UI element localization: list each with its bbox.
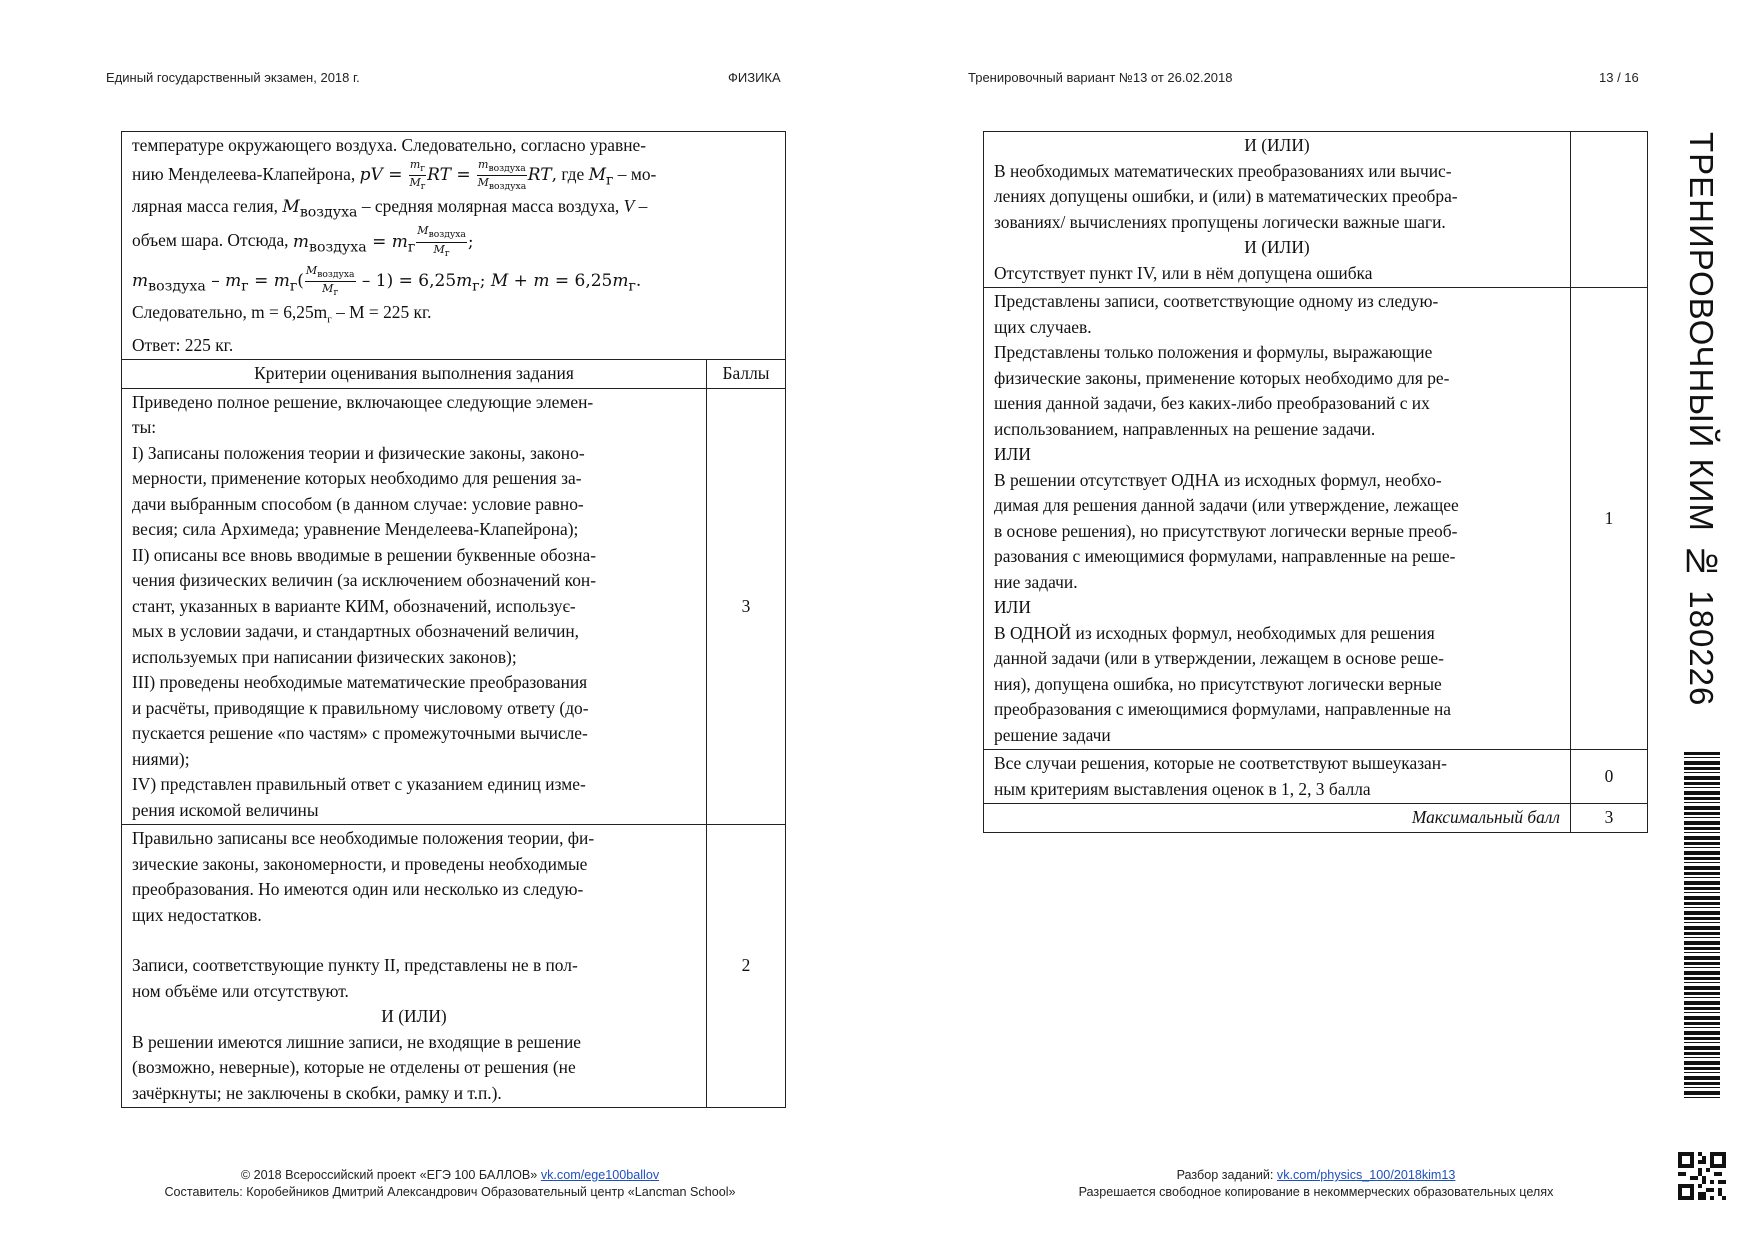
- header-subject: ФИЗИКА: [728, 70, 781, 85]
- header-variant: Тренировочный вариант №13 от 26.02.2018: [968, 70, 1233, 85]
- score-header: Баллы: [707, 360, 786, 389]
- solution-line: температуре окружающего воздуха. Следовательно, согласно уравне-: [132, 135, 647, 155]
- criteria-text-2-cont: И (ИЛИ) В необходимых математических преобразованиях или вычис- лениях допущены ошибки, и (или) в математических преобра- зованиях/ вычислениях пропущены логически важные шаги. И (ИЛИ) Отсутствует пункт IV, или в нём допущена ошибка: [984, 132, 1571, 288]
- footer-left: © 2018 Всероссийский проект «ЕГЭ 100 БАЛЛОВ» vk.com/ege100ballov Составитель: Коробейников Дмитрий Александрович Образовательный центр «Lancman School»: [164, 1168, 736, 1199]
- footer-right-link[interactable]: vk.com/physics_100/2018kim13: [1276, 1168, 1456, 1182]
- criteria-text-1: Представлены записи, соответствующие одному из следую- щих случаев. Представлены только положения и формулы, выражающие физические законы, применение которых необходимо для ре- шения данной задачи, без каких-либо преобразований с их использованием, направленных на решение задачи. ИЛИ В решении отсутствует ОДНА из исходных формул, необхо- димая для решения данной задачи (или утверждение, лежащее в основе решения), но присутствуют логически верные преоб- разования с имеющимися формулами, направленные на реше- ние задачи. ИЛИ В ОДНОЙ из исходных формул, необходимых для решения данной задачи (или в утверждении, лежащем в основе реше- ния), допущена ошибка, но присутствуют логически верные преобразования с имеющимися формулами, направленные на решение задачи: [984, 288, 1571, 750]
- criteria-text-3: Приведено полное решение, включающее следующие элемен- ты: I) Записаны положения теории и физические законы, законо- мерности, применение которых необходимо для решения за- дачи выбранным способом (в данном случае: условие равно- весия; сила Архимеда; уравнение Менделеева-Клапейрона); II) описаны все вновь вводимые в решении буквенные обозна- чения физических величин (за исключением обозначений кон- стант, указанных в варианте КИМ, обозначений, использує- мых в условии задачи, и стандартных обозначений величин, используемых при написании физических законов); III) проведены необходимые математические преобразования и расчёты, приводящие к правильному числовому ответу (до- пускается решение «по частям» с промежуточными вычисле- ниями); IV) представлен правильный ответ с указанием единиц изме- рения искомой величины: [122, 388, 707, 825]
- or-label: ИЛИ: [994, 597, 1031, 617]
- and-or-label: И (ИЛИ): [1244, 237, 1310, 257]
- side-variant-title: ТРЕНИРОВОЧНЫЙ КИМ № 180226: [1683, 132, 1720, 707]
- criteria-row-3: [122, 388, 786, 825]
- criteria-text-0: Все случаи решения, которые не соответствуют вышеуказан- ным критериям выставления оценок в 1, 2, 3 балла: [984, 750, 1571, 804]
- barcode-icon: [1684, 752, 1720, 1098]
- qr-code-icon: [1678, 1152, 1726, 1200]
- solution-line-formula-1: нию Менделеева-Клапейрона, pV = $m_г$ $M_г$ RT = $m_{воздуха}$ $M_{воздуха}$ RT, где $M_г - мо-$: [132, 157, 657, 192]
- and-or-label: И (ИЛИ): [1244, 135, 1310, 155]
- criteria-row-2-continued: [984, 132, 1648, 288]
- score-0: 0: [1571, 750, 1648, 804]
- score-3: 3: [707, 388, 786, 825]
- criteria-header-row: [122, 360, 786, 389]
- score-1: 1: [1571, 288, 1648, 750]
- max-score-row: [984, 804, 1648, 833]
- solution-row: [122, 132, 786, 360]
- max-score-label: Максимальный балл: [984, 804, 1571, 833]
- solution-line: Следовательно, $m = 6,25m_г - M = 225$ кг.: [132, 301, 432, 326]
- or-label: ИЛИ: [994, 444, 1031, 464]
- score-2-cont: [1571, 132, 1648, 288]
- solution-line: лярная масса гелия, $M_{воздуха}$ – средняя молярная масса воздуха, V –: [132, 195, 648, 220]
- solution-cell: [122, 132, 786, 360]
- criteria-row-2: [122, 825, 786, 1108]
- criteria-text-2: Правильно записаны все необходимые положения теории, фи- зические законы, закономерности, и проведены необходимые преобразования. Но имеются один или несколько из следую- щих недостатков. Записи, соответствующие пункту II, представлены не в пол- ном объёме или отсутствуют. И (ИЛИ) В решении имеются лишние записи, не входящие в решение (возможно, неверные), которые не отделены от решения (не зачёркнуты; не заключены в скобки, рамку и т.п.).: [122, 825, 707, 1108]
- criteria-row-0: [984, 750, 1648, 804]
- criteria-header: Критерии оценивания выполнения задания: [122, 360, 707, 389]
- header-exam-title: Единый государственный экзамен, 2018 г.: [106, 70, 360, 85]
- solution-line-formula-2: объем шара. Отсюда, $m_{воздуха} = m_г$ $M_{воздуха}$ $M_г$ ;: [132, 224, 474, 259]
- solution-answer: Ответ: 225 кг.: [132, 334, 234, 355]
- criteria-row-1: [984, 288, 1648, 750]
- solution-line-formula-3: $m_{воздуха} - m_г = m_г$( $M_{воздуха}$ $M_г$ – $1) = 6,25m_г$; $M + m = 6,25m_г$.: [132, 263, 642, 298]
- header-page-number: 13 / 16: [1599, 70, 1639, 85]
- right-criteria-table: [983, 131, 1648, 833]
- clapeyron-formula: pV = $m_г$ $M_г$ RT = $m_{воздуха}$ $M_{воздуха}$ RT,: [359, 157, 558, 192]
- footer-right: Разбор заданий: vk.com/physics_100/2018kim13 Разрешается свободное копирование в некоммерческих образовательных целях: [1078, 1168, 1554, 1199]
- footer-left-link[interactable]: vk.com/ege100ballov: [540, 1168, 660, 1182]
- score-2: 2: [707, 825, 786, 1108]
- left-criteria-table: [121, 131, 786, 1108]
- and-or-label: И (ИЛИ): [381, 1006, 447, 1027]
- max-score-value: 3: [1571, 804, 1648, 833]
